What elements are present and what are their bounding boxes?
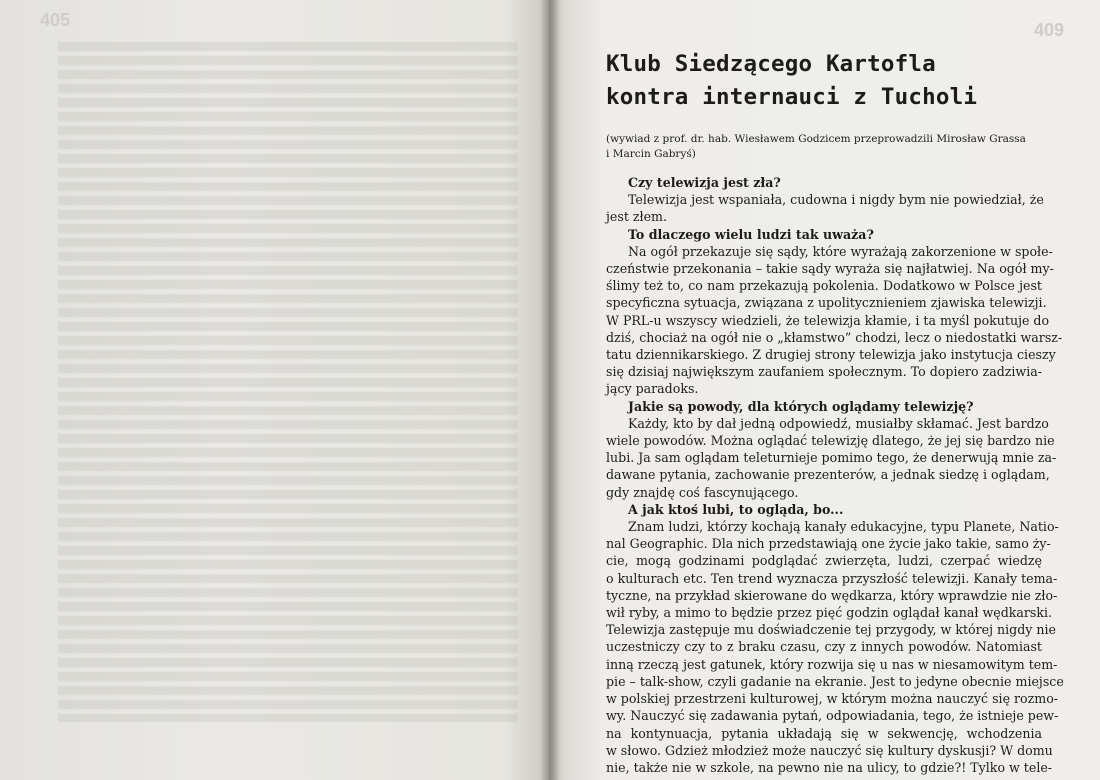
answer-line: dziś, chociaż na ogół nie o „kłamstwo” chodzi, lecz o niedostatki warsz- [606, 329, 1063, 345]
qa-block [606, 174, 1042, 226]
answer-line: jący paradoks. [606, 381, 699, 397]
bleed-through-text [58, 42, 518, 722]
interview-body [606, 174, 1064, 776]
answer-line: na kontynuacja, pytania układają się w sekwencję, wchodzenia [606, 725, 1042, 741]
answer-line: Na ogół przekazuje się sądy, które wyrażają zakorzenione w społe- [628, 243, 1053, 259]
answer-line: Znam ludzi, którzy kochają kanały edukacyjne, typu Planete, Natio- [628, 519, 1059, 535]
answer-line: inną rzeczą jest gatunek, który rozwija się u nas w niesamowitym tem- [606, 656, 1058, 672]
answer-line: pie – talk-show, czyli gadanie na ekranie. Jest to jedyne obecnie miejsce [606, 673, 1064, 689]
answer-line: Telewizja jest wspaniała, cudowna i nigdy bym nie powiedział, że [628, 192, 1044, 208]
answer-line: się dzisiaj największym zaufaniem społecznym. To dopiero zadziwia- [606, 364, 1042, 380]
qa-block [606, 226, 1063, 398]
answer-line: Każdy, kto by dał jedną odpowiedź, musiałby skłamać. Jest bardzo [628, 415, 1049, 431]
answer-line: gdy znajdę coś fascynującego. [606, 484, 799, 500]
answer-line: wił ryby, a mimo to będzie przez pięć godzin oglądał kanał wędkarski. [606, 605, 1053, 621]
interview-credits [606, 132, 1042, 162]
answer-line: tatu dziennikarskiego. Z drugiej strony telewizja jako instytucja cieszy [606, 347, 1056, 363]
answer-line: jest złem. [606, 209, 668, 225]
article [606, 48, 1064, 776]
answer-line: uczestniczy czy to z braku czasu, czy z innych powodów. Natomiast [606, 639, 1042, 655]
answer-line: Telewizja zastępuje mu doświadczenie tej przygody, w której nigdy nie [606, 622, 1056, 638]
answer-line: cie, mogą godzinami podglądać zwierzęta, ludzi, czerpać wiedzę [606, 553, 1042, 569]
answer-line: lubi. Ja sam oglądam teleturnieje pomimo tego, że denerwują mnie za- [606, 450, 1057, 466]
answer-line: wy. Nauczyć się zadawania pytań, odpowiadania, tego, że istnieje pew- [606, 708, 1059, 724]
right-page-number: 409 [1033, 20, 1064, 40]
answer-line: w polskiej przestrzeni kulturowej, w którym można nauczyć się rozmo- [606, 691, 1059, 707]
article-title [606, 48, 1042, 114]
credits-line: i Marcin Gabryś) [606, 148, 696, 160]
interview-question: A jak ktoś lubi, to ogląda, bo... [628, 501, 844, 517]
qa-block [606, 501, 1064, 776]
answer-line: dawane pytania, zachowanie prezenterów, a jednak siedzę i oglądam, [606, 467, 1050, 483]
answer-line: W PRL-u wszyscy wiedzieli, że telewizja kłamie, i ta myśl pokutuje do [606, 312, 1050, 328]
answer-line: nal Geographic. Dla nich przedstawiają one życie jako takie, samo ży- [606, 536, 1051, 552]
answer-line: czeństwie przekonania – takie sądy wyraża się najłatwiej. Na ogół my- [606, 261, 1054, 277]
interview-question: To dlaczego wielu ludzi tak uważa? [628, 226, 874, 242]
answer-line: specyficzna sytuacja, związana z upolitycznieniem zjawiska telewizji. [606, 295, 1047, 311]
interview-question: Czy telewizja jest zła? [628, 175, 781, 190]
answer-line: ślimy też to, co nam przekazują pokolenia. Dodatkowo w Polsce jest [606, 278, 1042, 294]
answer-line: nie, także nie w szkole, na pewno nie na ulicy, to gdzie?! Tylko w tele- [606, 759, 1053, 775]
answer-line: tyczne, na przykład skierowane do wędkarza, który wprawdzie nie zło- [606, 587, 1058, 603]
article-title-line: Klub Siedzącego Kartofla [606, 51, 936, 77]
article-title-line: kontra internauci z Tucholi [606, 84, 978, 110]
left-page [0, 0, 549, 780]
credits-line: (wywiad z prof. dr. hab. Wiesławem Godzicem przeprowadzili Mirosław Grassa [606, 133, 1026, 145]
answer-line: wiele powodów. Można oglądać telewizję dlatego, że jej się bardzo nie [606, 433, 1055, 449]
book-gutter [540, 0, 560, 780]
answer-line: o kulturach etc. Ten trend wyznacza przyszłość telewizji. Kanały tema- [606, 570, 1058, 586]
left-page-number: 405 [40, 10, 71, 30]
answer-line: w słowo. Gdzież młodzież może nauczyć się kultury dyskusji? W domu [606, 742, 1053, 758]
interview-question: Jakie są powody, dla których oglądamy telewizję? [628, 398, 974, 414]
qa-block [606, 398, 1057, 501]
